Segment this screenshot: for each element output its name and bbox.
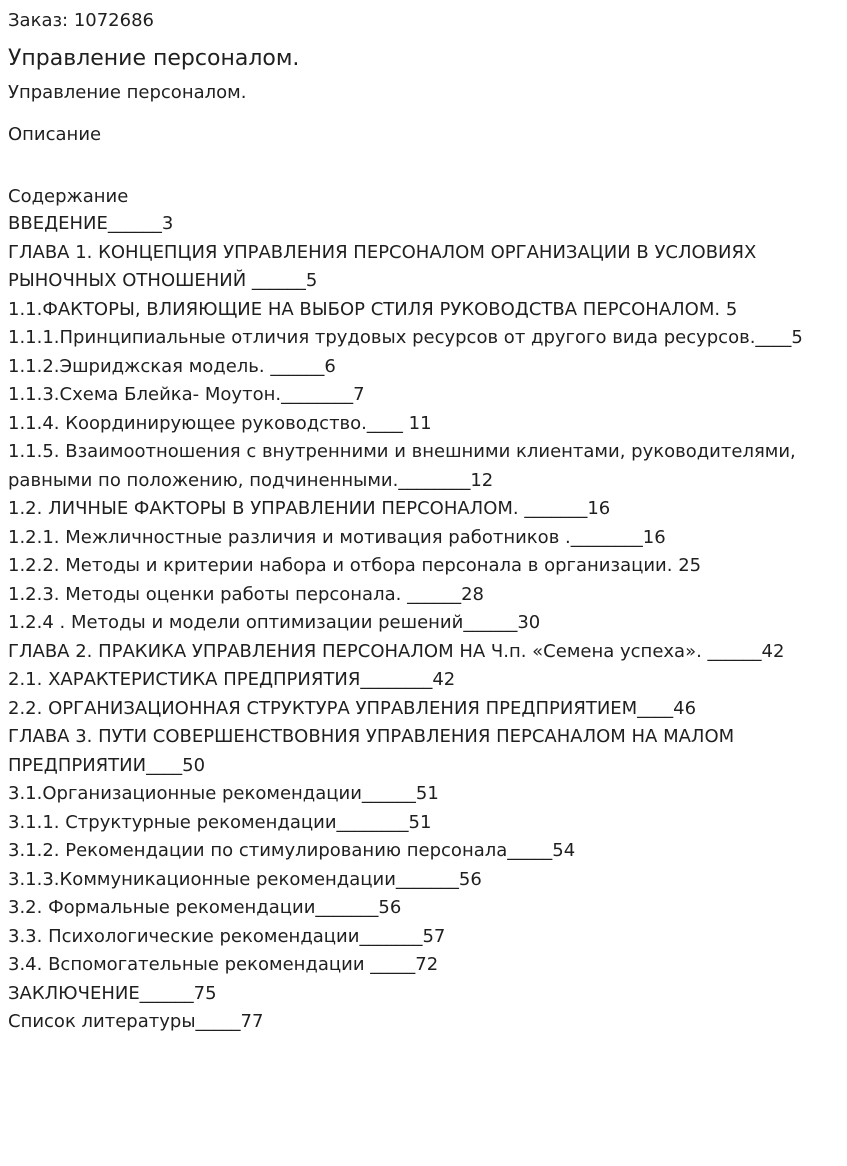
- toc-item: 1.2.2. Методы и критерии набора и отбора персонала в организации. 25: [8, 555, 702, 576]
- toc-item: 3.1.Организационные рекомендации______51: [8, 783, 439, 804]
- toc-item: 1.1.4. Координирующее руководство.____ 11: [8, 412, 432, 434]
- toc-item: 1.1.1.Принципиальные отличия трудовых ресурсов от другого вида ресурсов.____5: [8, 327, 803, 348]
- toc-item: 1.2.1. Межличностные различия и мотивация работников .________16: [8, 526, 666, 548]
- toc-item: 1.1.2.Эшриджская модель. ______6: [8, 355, 336, 377]
- toc-item: 2.1. ХАРАКТЕРИСТИКА ПРЕДПРИЯТИЯ________42: [8, 669, 456, 690]
- toc-item: ВВЕДЕНИЕ______3: [8, 213, 174, 234]
- toc-item: 1.2. ЛИЧНЫЕ ФАКТОРЫ В УПРАВЛЕНИИ ПЕРСОНАЛОМ. _______16: [8, 498, 611, 519]
- toc-item: 3.1.1. Структурные рекомендации________51: [8, 811, 432, 833]
- toc-item: 3.4. Вспомогательные рекомендации _____72: [8, 954, 439, 975]
- toc-title: Содержание: [8, 186, 129, 207]
- toc-item: ЗАКЛЮЧЕНИЕ______75: [8, 982, 217, 1004]
- toc-item: 3.1.2. Рекомендации по стимулированию персонала_____54: [8, 840, 576, 861]
- toc-item: 3.2. Формальные рекомендации_______56: [8, 897, 402, 918]
- toc-item: 2.2. ОРГАНИЗАЦИОННАЯ СТРУКТУРА УПРАВЛЕНИЯ ПРЕДПРИЯТИЕМ____46: [8, 697, 697, 719]
- table-of-contents: [8, 210, 843, 1037]
- toc-item: ГЛАВА 1. КОНЦЕПЦИЯ УПРАВЛЕНИЯ ПЕРСОНАЛОМ ОРГАНИЗАЦИИ В УСЛОВИЯХ РЫНОЧНЫХ ОТНОШЕНИЙ ______5: [8, 241, 757, 291]
- page-subtitle: Управление персоналом.: [8, 82, 247, 103]
- toc-item: 1.1.5. Взаимоотношения с внутренними и внешними клиентами, руководителями, равными по положению, подчиненными.________12: [8, 441, 796, 491]
- order-number: Заказ: 1072686: [8, 10, 154, 31]
- toc-item: Список литературы_____77: [8, 1011, 264, 1032]
- toc-item: 3.1.3.Коммуникационные рекомендации_______56: [8, 868, 482, 890]
- toc-item: 1.2.3. Методы оценки работы персонала. ______28: [8, 583, 484, 605]
- toc-item: 3.3. Психологические рекомендации_______57: [8, 925, 446, 947]
- page-title: Управление персоналом.: [8, 46, 300, 71]
- toc-item: 1.2.4 . Методы и модели оптимизации решений______30: [8, 612, 541, 633]
- toc-item: ГЛАВА 2. ПРАКИКА УПРАВЛЕНИЯ ПЕРСОНАЛОМ НА Ч.п. «Семена успеха». ______42: [8, 640, 785, 662]
- toc-item: 1.1.3.Схема Блейка- Моутон.________7: [8, 384, 365, 405]
- description-label: Описание: [8, 124, 102, 145]
- toc-item: ГЛАВА 3. ПУТИ СОВЕРШЕНСТВОВНИЯ УПРАВЛЕНИЯ ПЕРСАНАЛОМ НА МАЛОМ ПРЕДПРИЯТИИ____50: [8, 726, 735, 776]
- document-page: [8, 8, 843, 1037]
- toc-item: 1.1.ФАКТОРЫ, ВЛИЯЮЩИЕ НА ВЫБОР СТИЛЯ РУКОВОДСТВА ПЕРСОНАЛОМ. 5: [8, 298, 738, 320]
